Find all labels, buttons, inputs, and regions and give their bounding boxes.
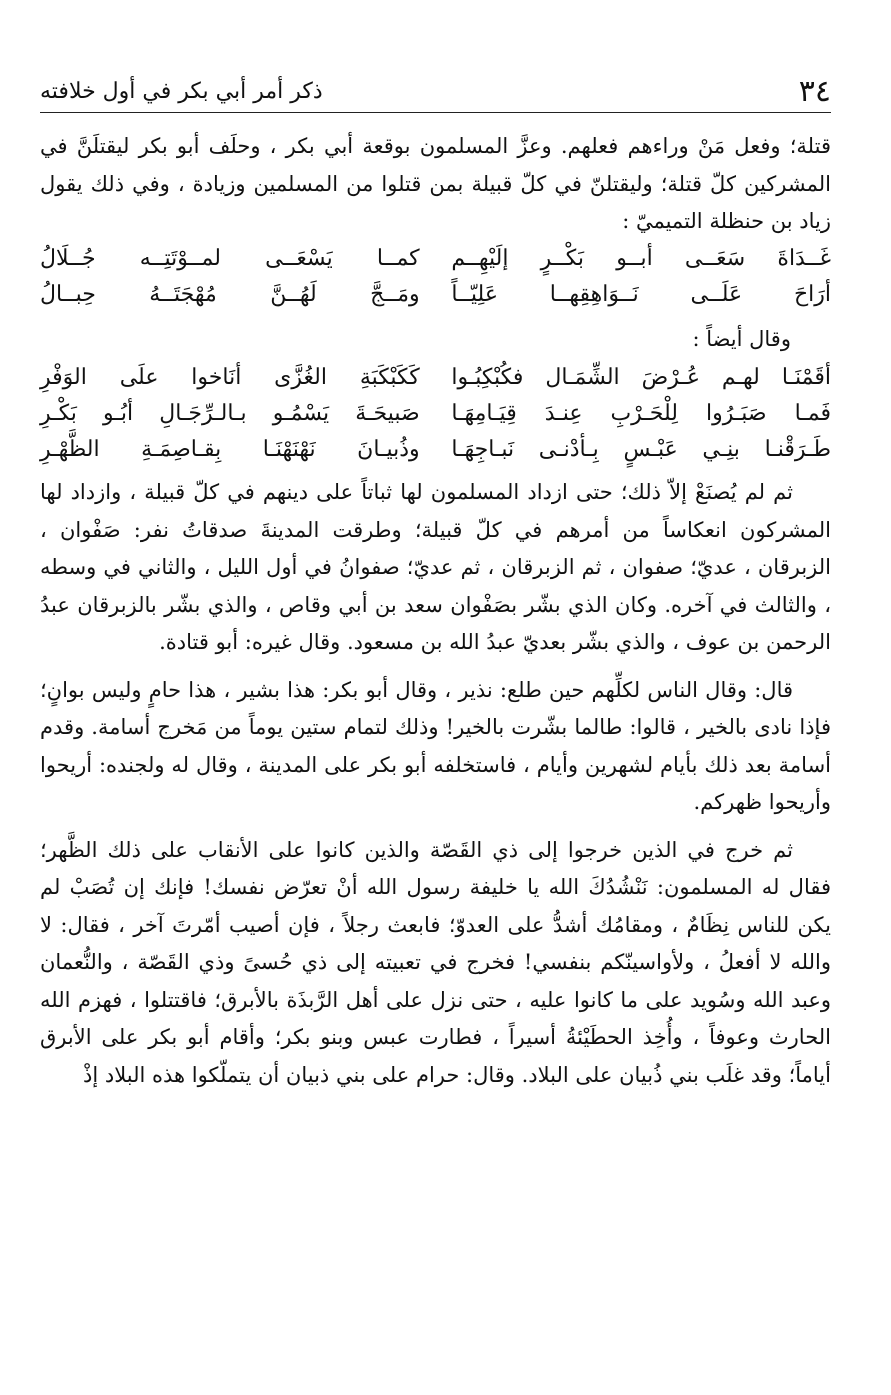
verse-first-hemistich: غَــدَاةَ سَعَــى أبــو بَكْــرٍ إلَيْهِــم: [451, 245, 831, 271]
verse-first-hemistich: أرَاحَ عَلَــى نَــوَاهِقِهــا عَلِيّــاً: [451, 281, 831, 307]
page-number: ٣٤: [798, 74, 831, 109]
verse-first-hemistich: فَمـا صَبَـرُوا لِلْحَـرْبِ عِنـدَ قِيَـامِهَـا: [451, 401, 831, 426]
verse-second-hemistich: وذُبيـانَ نَهْنَهْنَـا بِقـاصِمَـةِ الظَّهْـرِ: [40, 437, 420, 462]
verse-first-hemistich: طَـرَقْنـا بنِـي عَبْـسٍ بِـأدْنـى نَبـاجِهَـا: [451, 437, 831, 462]
verse-line: [40, 360, 831, 396]
verse-block-2: [40, 360, 831, 468]
paragraph-1: قتلة؛ وفعل مَنْ وراءهم فعلهم. وعزَّ المسلمون بوقعة أبي بكر ، وحلَف أبو بكر ليقتلَنَّ في المشركين كلّ قتلة؛ وليقتلنّ في كلّ قبيلة بمن قتلوا من المسلمين وزيادة ، وفي ذلك يقول زياد بن حنظلة التميميّ :: [40, 134, 831, 233]
verse-first-hemistich: أقَمْنَـا لهـم عُـرْضَ الشِّمَـال فكُبْكِبُـوا: [451, 365, 831, 390]
verse-intro: وقال أيضاً :: [692, 326, 791, 351]
verse-second-hemistich: ومَــجَّ لَهُــنَّ مُهْجَتَــهُ حِبــالُ: [40, 281, 420, 307]
paragraph-4: ثم خرج في الذين خرجوا إلى ذي القَصّة والذين كانوا على الأنقاب على ذلك الظَّهر؛ فقال له المسلمون: نَنْشُدُكَ الله يا خليفة رسول الله أنْ تعرّض نفسك! فإنك إن تُصَبْ لم يكن للناس نِظَامٌ ، ومقامُك أشدُّ على العدوّ؛ فابعث رجلاً ، فإن أصيب أمّرتَ آخر ، فقال: لا والله لا أفعلُ ، ولأواسينّكم بنفسي! فخرج في تعبيته إلى ذي حُسىً وذي القَصّة ، والنُّعمان وعبد الله وسُويد على ما كانوا عليه ، حتى نزل على أهل الرَّبذَة بالأبرق؛ فاقتتلوا ، فهزم الله الحارث وعوفاً ، وأُخِذ الحطَيْئةُ أسيراً ، فطارت عبس وبنو بكر؛ وأقام أبو بكر على الأبرق أياماً؛ وقد غلَب بني ذُبيان على البلاد. وقال: حرام على بني ذبيان أن يتملّكوا هذه البلاد إذْ: [40, 837, 831, 1087]
verse-line: [40, 396, 831, 432]
verse-line: [40, 241, 831, 277]
page-body: [40, 128, 831, 1395]
running-title: ذكر أمر أبي بكر في أول خلافته: [40, 79, 323, 104]
paragraph-2: ثم لم يُصنَعْ إلاّ ذلك؛ حتى ازداد المسلمون لها ثباتاً على دينهم في كلّ قبيلة ، وازداد لها المشركون انعكاساً من أمرهم في كلّ قبيلة؛ وطرقت المدينةَ صدقاتُ نفر: صَفْوان ، الزبرقان ، عديّ؛ صفوان ، ثم الزبرقان ، ثم عديّ؛ صفوانُ في أول الليل ، والثاني في وسطه ، والثالث في آخره. وكان الذي بشّر بصَفْوان سعد بن أبي وقاص ، والذي بشّر بالزبرقان عبدُ الرحمن بن عوف ، والذي بشّر بعديّ عبدُ الله بن مسعود. وقال غيره: أبو قتادة.: [40, 480, 831, 654]
verse-line: [40, 432, 831, 468]
verse-second-hemistich: صَبيحَـةَ يَسْمُـو بـالـرِّجَـالِ أبُـو بَكْـرِ: [40, 401, 420, 426]
verse-block-1: [40, 241, 831, 313]
paragraph-3: قال: وقال الناس لكلِّهم حين طلع: نذير ، وقال أبو بكر: هذا بشير ، هذا حامٍ وليس بوانٍ؛ فإذا نادى بالخير ، قالوا: طالما بشّرت بالخير! وذلك لتمام ستين يوماً من مَخرج أسامة. وقدم أسامة بعد ذلك بأيام لشهرين وأيام ، فاستخلفه أبو بكر على المدينة ، وقال له ولجنده: أريحوا وأريحوا ظهركم.: [40, 677, 831, 814]
verse-line: [40, 277, 831, 313]
verse-second-hemistich: كمــا يَسْعَــى لمــوْتَتِــه جُــلَالُ: [40, 245, 420, 271]
verse-second-hemistich: كَكَبْكَبَةِ الغُزَّى أنَاخوا علَى الوَفْرِ: [40, 365, 420, 390]
page-header: [40, 72, 831, 113]
